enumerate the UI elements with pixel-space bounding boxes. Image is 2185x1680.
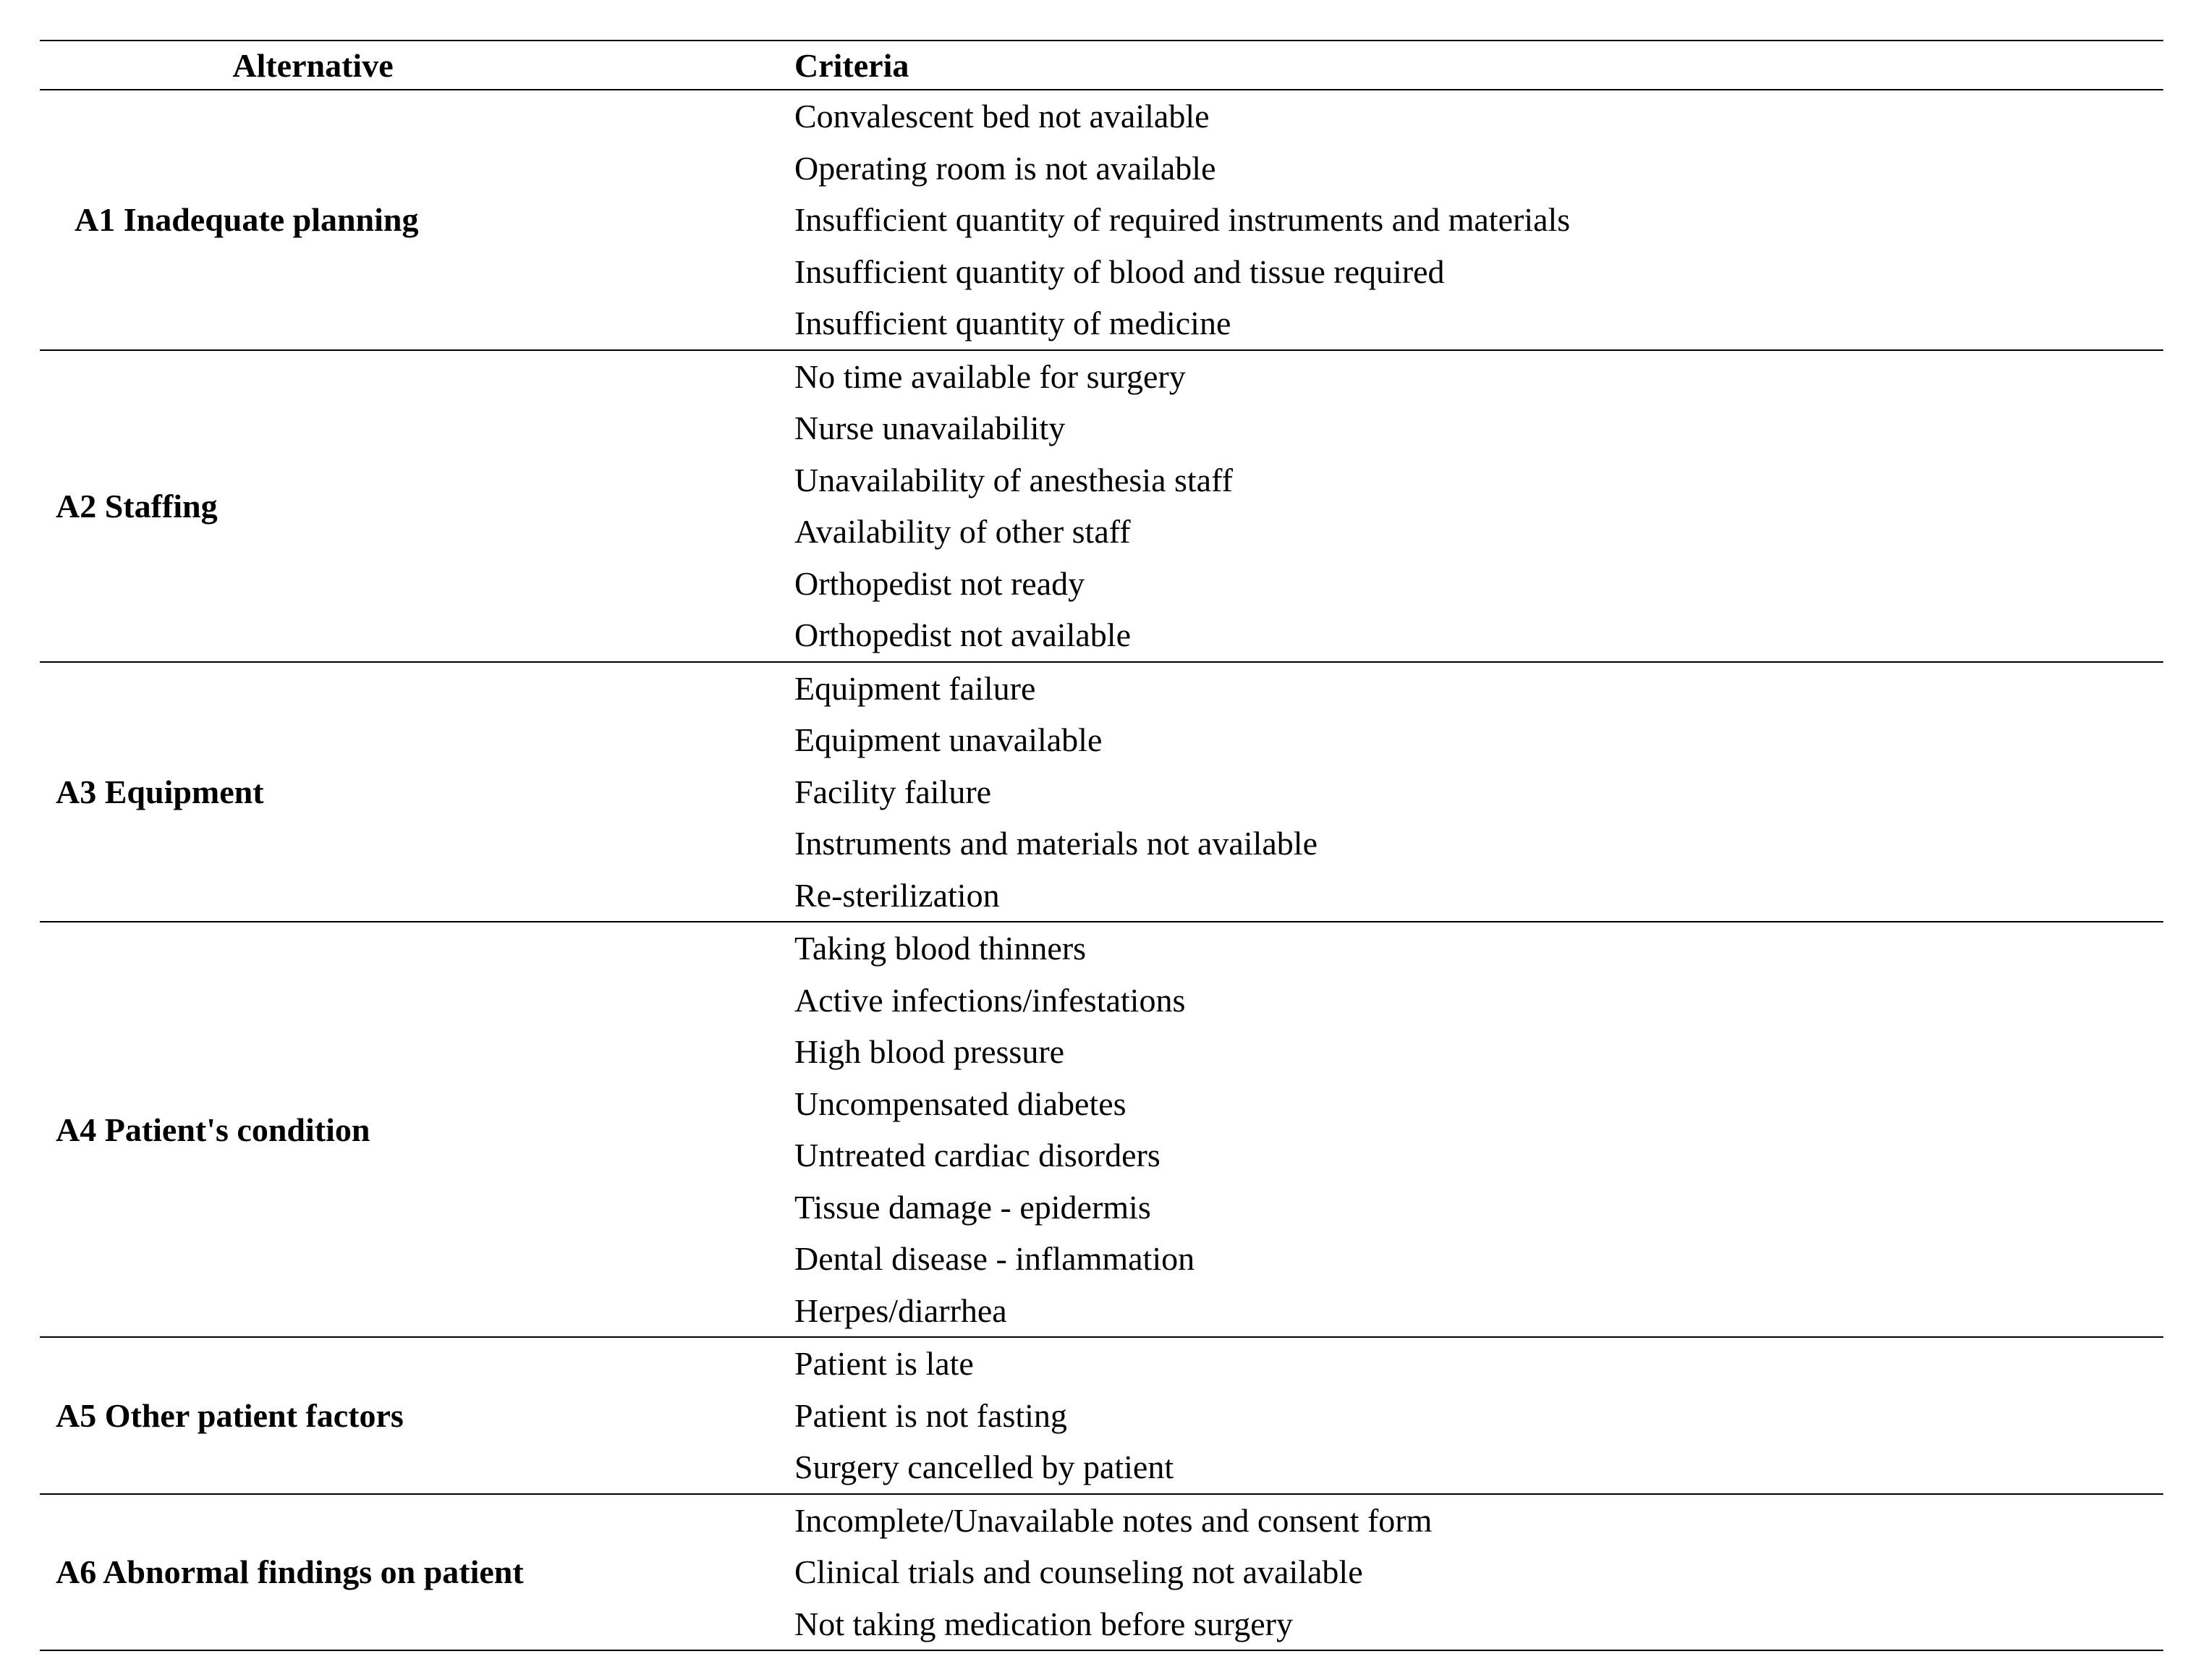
criteria-item: Patient is late (794, 1345, 974, 1382)
criteria-item: Surgery cancelled by patient (794, 1448, 1174, 1485)
criteria-list (794, 90, 2163, 349)
criteria-item: Taking blood thinners (794, 930, 1087, 967)
criteria-item: Insufficient quantity of blood and tissue required (794, 253, 1445, 290)
table-body (40, 90, 2163, 1651)
criteria-item: Clinical trials and counseling not available (794, 1553, 1363, 1590)
table-group (40, 922, 2163, 1338)
criteria-item: Insufficient quantity of required instruments and materials (794, 201, 1571, 238)
criteria-item: Orthopedist not available (794, 616, 1131, 653)
criteria-item: Equipment unavailable (794, 721, 1103, 758)
table-header-row (40, 40, 2163, 90)
criteria-item: Nurse unavailability (794, 410, 1066, 446)
table-group (40, 90, 2163, 351)
criteria-item: Equipment failure (794, 669, 1036, 707)
alternative-label: A2 Staffing (56, 487, 218, 525)
table-group (40, 1495, 2163, 1652)
criteria-item: Availability of other staff (794, 513, 1131, 550)
alternative-label: A5 Other patient factors (56, 1396, 404, 1434)
criteria-item: Unavailability of anesthesia staff (794, 461, 1233, 499)
criteria-list (794, 1495, 2163, 1650)
table-group (40, 1338, 2163, 1495)
header-criteria: Criteria (794, 47, 909, 84)
criteria-item: Convalescent bed not available (794, 98, 1210, 135)
alternative-label: A4 Patient's condition (56, 1111, 370, 1148)
table-group (40, 663, 2163, 923)
criteria-item: Operating room is not available (794, 149, 1216, 187)
table-group (40, 351, 2163, 663)
criteria-item: Tissue damage - epidermis (794, 1188, 1151, 1226)
criteria-item: Dental disease - inflammation (794, 1240, 1195, 1277)
alternative-label: A3 Equipment (56, 773, 264, 810)
criteria-list (794, 1338, 2163, 1493)
criteria-item: Incomplete/Unavailable notes and consent form (794, 1501, 1433, 1539)
criteria-item: Patient is not fasting (794, 1396, 1067, 1434)
criteria-item: Re-sterilization (794, 876, 1000, 914)
alternative-label: A6 Abnormal findings on patient (56, 1553, 524, 1591)
criteria-item: Insufficient quantity of medicine (794, 305, 1231, 341)
criteria-item: Active infections/infestations (794, 981, 1186, 1019)
criteria-item: Untreated cardiac disorders (794, 1137, 1161, 1174)
criteria-item: Facility failure (794, 773, 992, 810)
alternative-label: A1 Inadequate planning (75, 201, 419, 239)
criteria-table (40, 40, 2163, 1651)
criteria-item: Uncompensated diabetes (794, 1085, 1127, 1122)
header-alternative: Alternative (232, 47, 394, 84)
criteria-list (794, 663, 2163, 922)
criteria-item: High blood pressure (794, 1033, 1065, 1070)
criteria-item: Herpes/diarrhea (794, 1291, 1007, 1329)
criteria-item: Not taking medication before surgery (794, 1605, 1293, 1642)
criteria-list (794, 351, 2163, 661)
criteria-list (794, 922, 2163, 1336)
criteria-item: Orthopedist not ready (794, 564, 1085, 602)
criteria-item: No time available for surgery (794, 357, 1186, 395)
criteria-item: Instruments and materials not available (794, 825, 1318, 862)
